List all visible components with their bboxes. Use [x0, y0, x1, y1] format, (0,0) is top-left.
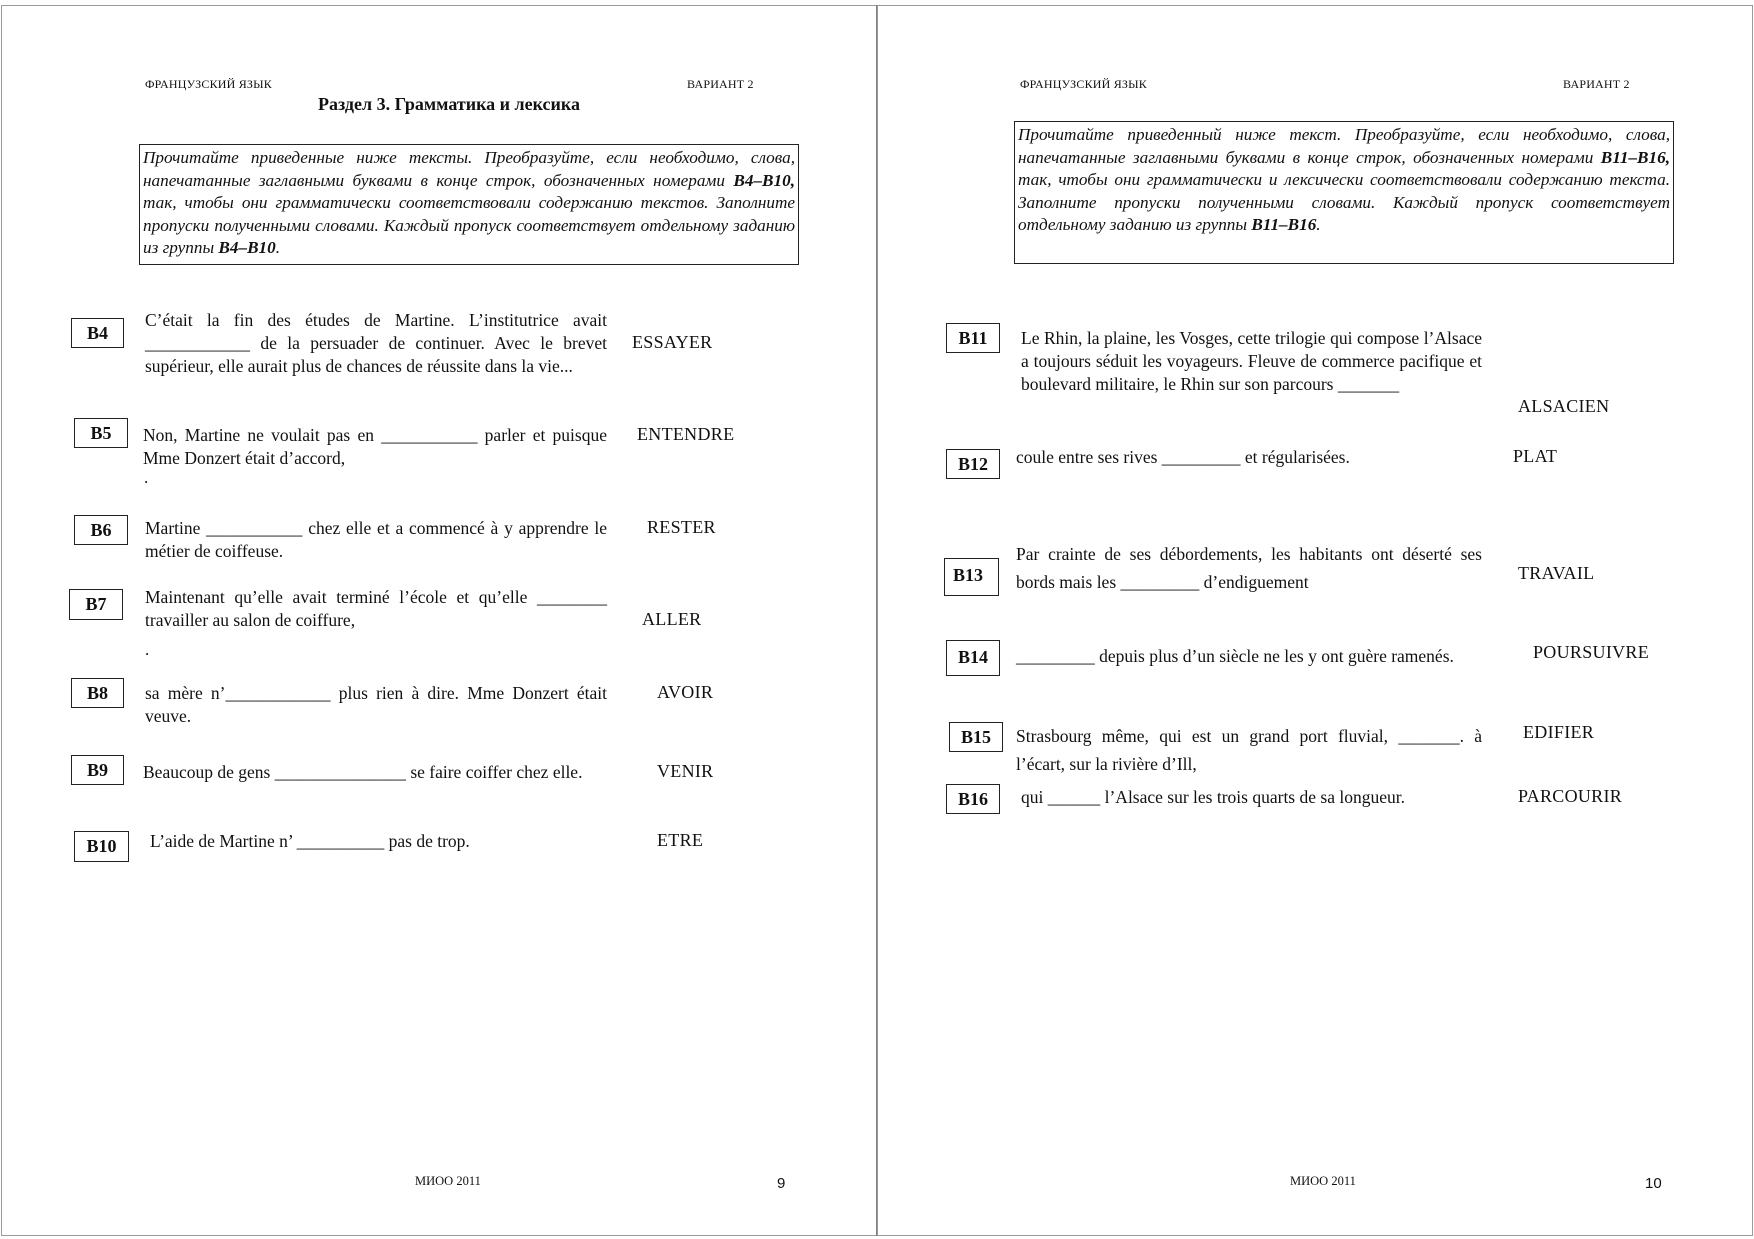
task-label-b15: B15 — [949, 722, 1003, 752]
right-instruction-range1: B11–B16, — [1600, 147, 1670, 167]
task-text-b4: C’était la fin des études de Martine. L’institutrice avait ____________ de la persuader de continuer. Avec le brevet supérieur, elle aurait plus de chances de réussite dans la vie... — [145, 310, 607, 376]
right-instruction-range2: B11–B16 — [1251, 215, 1317, 235]
right-page — [877, 5, 1753, 1236]
left-subject-header: ФРАНЦУЗСКИЙ ЯЗЫК — [145, 77, 272, 91]
task-word-b4: ESSAYER — [632, 332, 713, 352]
task-word-b11: ALSACIEN — [1518, 396, 1610, 416]
task-label-b10: B10 — [74, 831, 129, 862]
task-label-b9: B9 — [71, 755, 124, 785]
right-variant-header: ВАРИАНТ 2 — [1563, 77, 1630, 91]
task-label-b4: B4 — [71, 318, 124, 348]
right-instruction-part1: Прочитайте приведенный ниже текст. Преобразуйте, если необходимо, слова, напечатанные заглавными буквами в конце строк, обозначенных номерами — [1018, 125, 1670, 167]
task-label-b5: B5 — [74, 418, 128, 448]
left-instruction-range2: B4–B10 — [218, 238, 276, 258]
task-label-b13: B13 — [944, 558, 999, 596]
right-footer: МИОО 2011 — [1290, 1174, 1356, 1188]
task-label-b14: B14 — [946, 640, 1000, 676]
left-variant-header: ВАРИАНТ 2 — [687, 77, 754, 91]
task-label-b7: B7 — [69, 589, 123, 620]
task-text-b5: Non, Martine ne voulait pas en ___________ parler et puisque Mme Donzert était d’accord, — [143, 425, 607, 468]
task-word-b9: VENIR — [657, 761, 714, 781]
task-label-b8: B8 — [71, 678, 124, 708]
left-instruction-part3: . — [275, 238, 281, 258]
right-subject-header: ФРАНЦУЗСКИЙ ЯЗЫК — [1020, 77, 1147, 91]
section-title: Раздел 3. Грамматика и лексика — [318, 94, 581, 114]
task-label-b6: B6 — [74, 515, 128, 545]
task-text-b12: coule entre ses rives _________ et régularisées. — [1016, 447, 1350, 467]
left-instruction-box — [139, 144, 799, 265]
right-instruction-part2: так, чтобы они грамматически и лексически соответствовали содержанию текста. Заполните пропуски полученными словами. Каждый пропуск соответствует отдельному заданию из группы — [1018, 170, 1670, 235]
task-text-b13: Par crainte de ses débordements, les habitants ont déserté ses bords mais les _________ d’endiguement — [1016, 544, 1482, 592]
task-word-b10: ETRE — [657, 830, 704, 850]
task-text-b14: _________ depuis plus d’un siècle ne les y ont guère ramenés. — [1016, 646, 1454, 666]
stray-dot: . — [145, 640, 150, 659]
task-text-b11: Le Rhin, la plaine, les Vosges, cette trilogie qui compose l’Alsace a toujours séduit les voyageurs. Fleuve de commerce pacifique et boulevard militaire, le Rhin sur son parcours _______ — [1021, 328, 1482, 394]
task-text-b8: sa mère n’____________ plus rien à dire. Mme Donzert était veuve. — [145, 683, 607, 726]
task-word-b5: ENTENDRE — [637, 424, 735, 444]
left-instruction-part2: так, чтобы они грамматически соответствовали содержанию текстов. Заполните пропуски полученными словами. Каждый пропуск соответствует отдельному заданию из группы — [143, 193, 795, 258]
task-word-b13: TRAVAIL — [1518, 563, 1595, 583]
task-text-b16: qui ______ l’Alsace sur les trois quarts de sa longueur. — [1021, 787, 1405, 807]
task-word-b6: RESTER — [647, 517, 716, 537]
task-text-b10: L’aide de Martine n’ __________ pas de trop. — [150, 831, 470, 851]
task-text-b6: Martine ___________ chez elle et a commencé à y apprendre le métier de coiffeuse. — [145, 518, 607, 561]
right-page-number: 10 — [1645, 1175, 1662, 1192]
task-label-b11: B11 — [946, 323, 1000, 353]
left-instruction-range1: B4–B10, — [733, 170, 795, 190]
task-label-b16: B16 — [946, 784, 1000, 814]
right-instruction-box — [1014, 121, 1674, 264]
left-footer: МИОО 2011 — [415, 1174, 481, 1188]
task-word-b12: PLAT — [1513, 446, 1558, 466]
left-page — [1, 5, 877, 1236]
left-instruction-part1: Прочитайте приведенные ниже тексты. Преобразуйте, если необходимо, слова, напечатанные заглавными буквами в конце строк, обозначенных номерами — [143, 148, 795, 190]
task-label-b12: B12 — [946, 449, 1000, 479]
stray-dot: . — [144, 468, 149, 487]
right-instruction-part3: . — [1316, 215, 1321, 235]
left-page-number: 9 — [777, 1175, 786, 1192]
task-word-b14: POURSUIVRE — [1533, 642, 1650, 662]
task-text-b7: Maintenant qu’elle avait terminé l’école et qu’elle ________ travailler au salon de coiffure, — [145, 587, 607, 630]
task-word-b16: PARCOURIR — [1518, 786, 1623, 806]
task-word-b7: ALLER — [642, 609, 702, 629]
task-text-b15: Strasbourg même, qui est un grand port fluvial, _______. à l’écart, sur la rivière d’Ill, — [1016, 726, 1482, 774]
task-word-b8: AVOIR — [657, 682, 714, 702]
task-text-b9: Beaucoup de gens _______________ se faire coiffer chez elle. — [143, 762, 583, 782]
task-word-b15: EDIFIER — [1523, 722, 1595, 742]
